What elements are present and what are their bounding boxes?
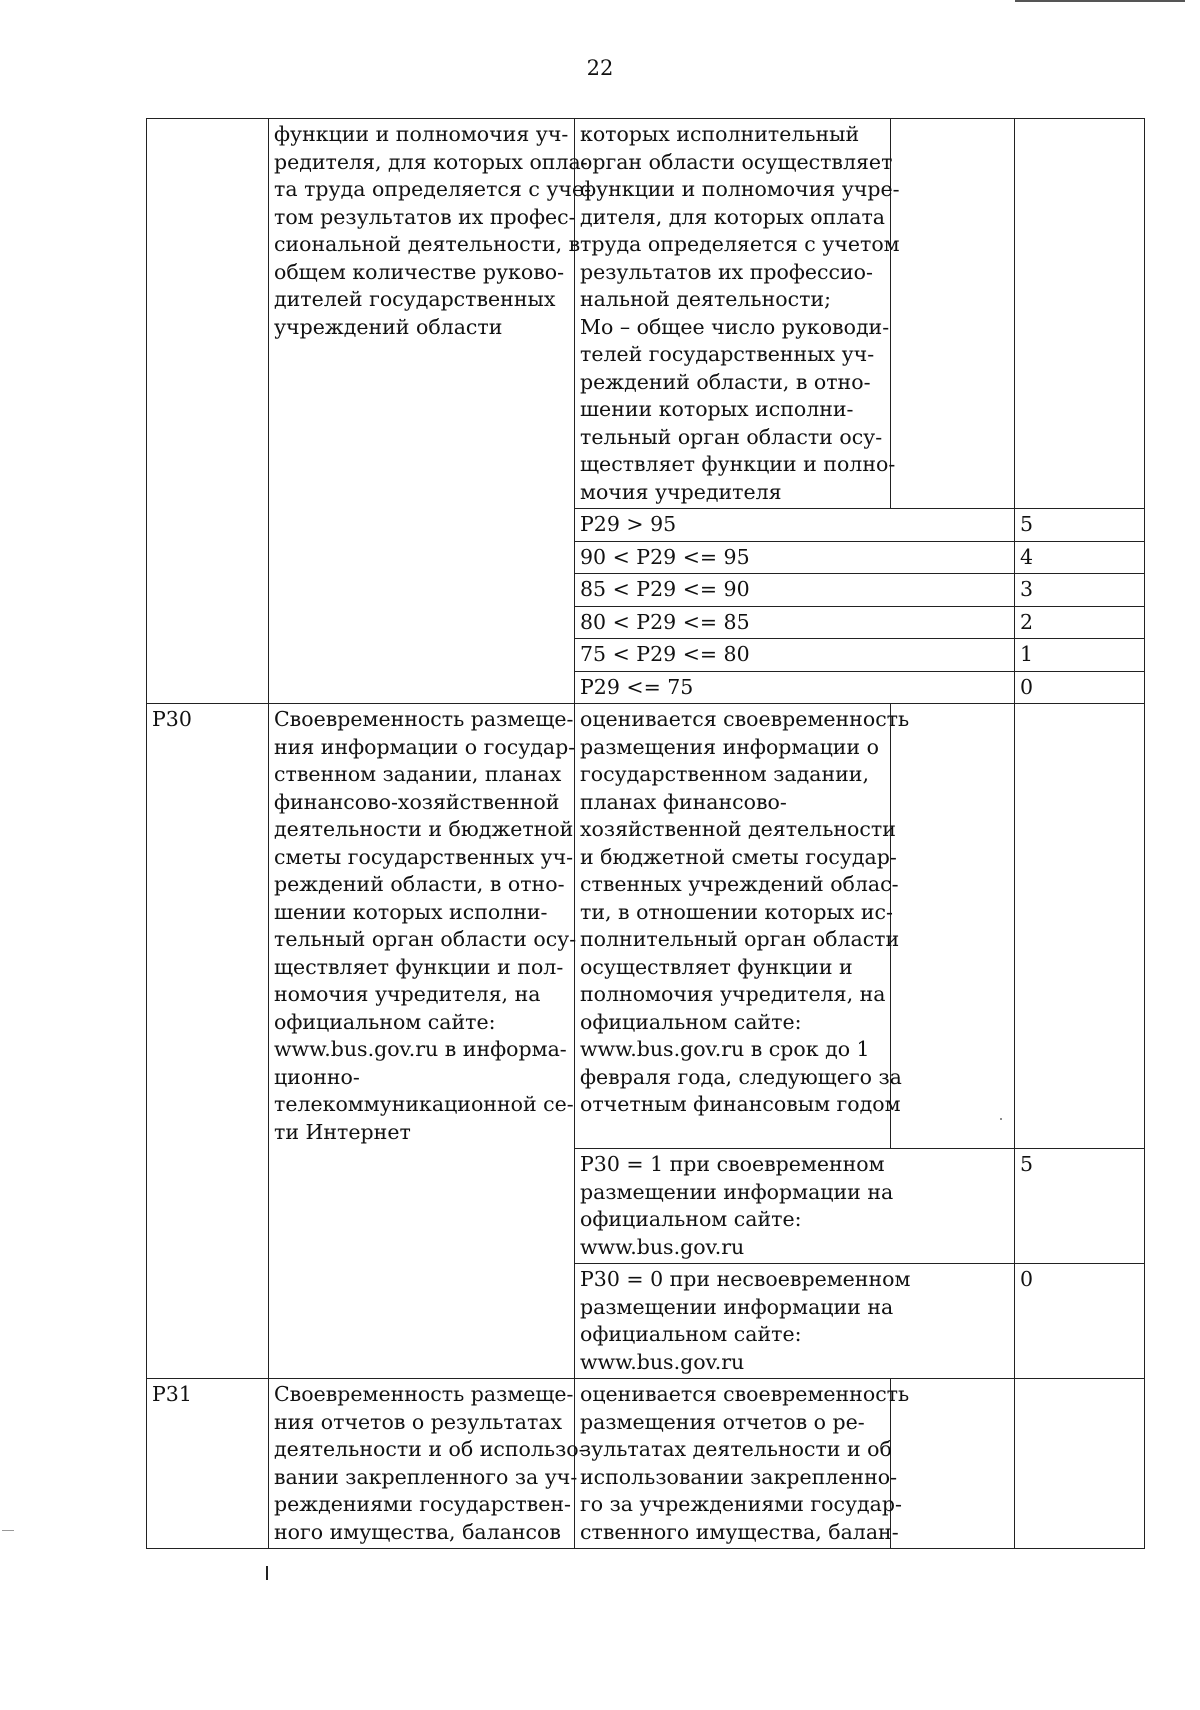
text-line: и бюджетной сметы государ- (580, 844, 897, 869)
text-line: размещении информации на (580, 1179, 894, 1204)
text-line: февраля года, следующего за (580, 1064, 902, 1089)
text-line: шении которых исполни- (274, 899, 548, 924)
criterion-name-cell (269, 704, 575, 1379)
text-line: труда определяется с учетом (580, 232, 900, 256)
criteria-table (146, 118, 1145, 1549)
criterion-name-cell (269, 119, 592, 704)
text-line: общем количестве руково- (274, 259, 565, 284)
text-line: номочия учредителя, на (274, 982, 541, 1006)
scan-edge-mark (2, 1530, 14, 1531)
table-row-continuation (147, 119, 1145, 509)
text-line: использовании закрепленно- (580, 1464, 898, 1489)
text-line: функции и полномочия уч- (274, 122, 569, 146)
text-line: осуществляет функции и (580, 954, 853, 979)
empty-cell (1015, 1379, 1145, 1549)
text-line: государственном задании, (580, 762, 869, 786)
text-line: учреждений области (274, 314, 503, 339)
criterion-code: Р31 (147, 1379, 269, 1549)
text-line: телекоммуникационной се- (274, 1092, 574, 1116)
calculation-method-cell (575, 704, 910, 1149)
top-edge-line (1015, 0, 1185, 2)
text-line: Мо – общее число руководи- (580, 314, 890, 339)
text-line: реждениями государствен- (274, 1492, 571, 1516)
text-line: www.bus.gov.ru в информа- (274, 1037, 567, 1061)
text-line: оценивается своевременность (580, 707, 910, 731)
text-line: полномочия учредителя, на (580, 982, 886, 1006)
text-line: реждений области, в отно- (580, 369, 871, 394)
text-line: ществляет функции и полно- (580, 452, 896, 476)
calculation-method-cell (575, 119, 900, 509)
table-row-p30 (147, 704, 1145, 1149)
score-points: 5 (1015, 509, 1145, 542)
text-line: дителя, для которых оплата (580, 204, 886, 229)
text-line: том результатов их профес- (274, 204, 576, 229)
text-line: официальном сайте: (274, 1009, 496, 1034)
score-condition (575, 1264, 1015, 1379)
score-condition: Р29 > 95 (575, 509, 1015, 542)
text-line: www.bus.gov.ru (580, 1234, 745, 1259)
score-points: 2 (1015, 606, 1145, 639)
text-line: официальном сайте: (580, 1207, 802, 1231)
score-condition: Р29 <= 75 (575, 671, 1015, 704)
text-line: ти Интернет (274, 1119, 411, 1144)
text-line: Своевременность размеще- (274, 707, 574, 731)
text-line: тельный орган области осу- (274, 927, 577, 951)
score-points: 4 (1015, 541, 1145, 574)
text-line: финансово-хозяйственной (274, 789, 560, 814)
empty-cell (1015, 119, 1145, 509)
table-row-p31 (147, 1379, 1145, 1549)
text-line: дителей государственных (274, 287, 556, 311)
text-line: орган области осуществляет (580, 149, 893, 174)
text-line: размещения информации о (580, 734, 879, 759)
score-condition: 85 < Р29 <= 90 (575, 574, 1015, 607)
text-line: деятельности и об использо- (274, 1437, 586, 1461)
text-line: нальной деятельности; (580, 287, 831, 311)
text-line: та труда определяется с уче- (274, 177, 592, 201)
text-line: ственных учреждений облас- (580, 872, 899, 896)
text-line: www.bus.gov.ru в срок до 1 (580, 1037, 870, 1061)
text-line: ственном задании, планах (274, 762, 562, 786)
text-line: ственного имущества, балан- (580, 1519, 899, 1544)
text-line: официальном сайте: (580, 1322, 802, 1346)
score-points: 1 (1015, 639, 1145, 672)
text-line: ния информации о государ- (274, 734, 576, 759)
text-line: планах финансово- (580, 789, 787, 814)
text-line: результатов их профессио- (580, 259, 873, 284)
empty-cell (1015, 704, 1145, 1149)
text-line: размещении информации на (580, 1294, 894, 1319)
text-line: Р30 = 1 при своевременном (580, 1152, 885, 1176)
text-line: сиональной деятельности, в (274, 232, 581, 256)
text-line: сметы государственных уч- (274, 844, 574, 869)
text-line: Р30 = 0 при несвоевременном (580, 1267, 911, 1291)
score-condition (575, 1149, 1015, 1264)
text-line: функции и полномочия учре- (580, 177, 900, 201)
empty-cell (891, 1379, 1015, 1549)
text-line: шении которых исполни- (580, 397, 854, 421)
page-number: 22 (586, 56, 614, 80)
text-line: ществляет функции и пол- (274, 954, 564, 979)
score-condition: 75 < Р29 <= 80 (575, 639, 1015, 672)
text-line: официальном сайте: (580, 1009, 802, 1034)
code-cell-empty (147, 119, 269, 704)
score-condition: 80 < Р29 <= 85 (575, 606, 1015, 639)
text-line: телей государственных уч- (580, 342, 875, 366)
score-points: 5 (1015, 1149, 1145, 1264)
criterion-name-cell (269, 1379, 586, 1549)
text-line: Своевременность размеще- (274, 1382, 574, 1406)
text-line: размещения отчетов о ре- (580, 1409, 865, 1434)
text-line: ного имущества, балансов (274, 1519, 561, 1544)
text-line: редителя, для которых опла- (274, 149, 588, 174)
text-line: вании закрепленного за уч- (274, 1464, 578, 1489)
text-line: ционно- (274, 1064, 360, 1089)
empty-cell (891, 704, 1015, 1149)
score-points: 0 (1015, 1264, 1145, 1379)
criterion-code: Р30 (147, 704, 269, 1379)
text-line: тельный орган области осу- (580, 424, 883, 449)
text-line: ния отчетов о результатах (274, 1409, 563, 1434)
score-condition: 90 < Р29 <= 95 (575, 541, 1015, 574)
text-line: которых исполнительный (580, 122, 860, 146)
calculation-method-cell (575, 1379, 910, 1549)
text-line: мочия учредителя (580, 479, 782, 504)
score-points: 0 (1015, 671, 1145, 704)
empty-cell (891, 119, 1015, 509)
text-line: реждений области, в отно- (274, 872, 565, 896)
text-line: отчетным финансовым годом (580, 1092, 901, 1116)
text-line: полнительный орган области (580, 927, 900, 951)
text-line: деятельности и бюджетной (274, 817, 574, 841)
text-line: зультатах деятельности и об (580, 1437, 892, 1461)
text-line: го за учреждениями государ- (580, 1492, 902, 1516)
scan-speck (1000, 1118, 1002, 1120)
scan-mark (266, 1566, 268, 1580)
text-line: www.bus.gov.ru (580, 1349, 745, 1374)
score-points: 3 (1015, 574, 1145, 607)
text-line: хозяйственной деятельности (580, 817, 896, 841)
text-line: ти, в отношении которых ис- (580, 899, 893, 924)
text-line: оценивается своевременность (580, 1382, 910, 1406)
